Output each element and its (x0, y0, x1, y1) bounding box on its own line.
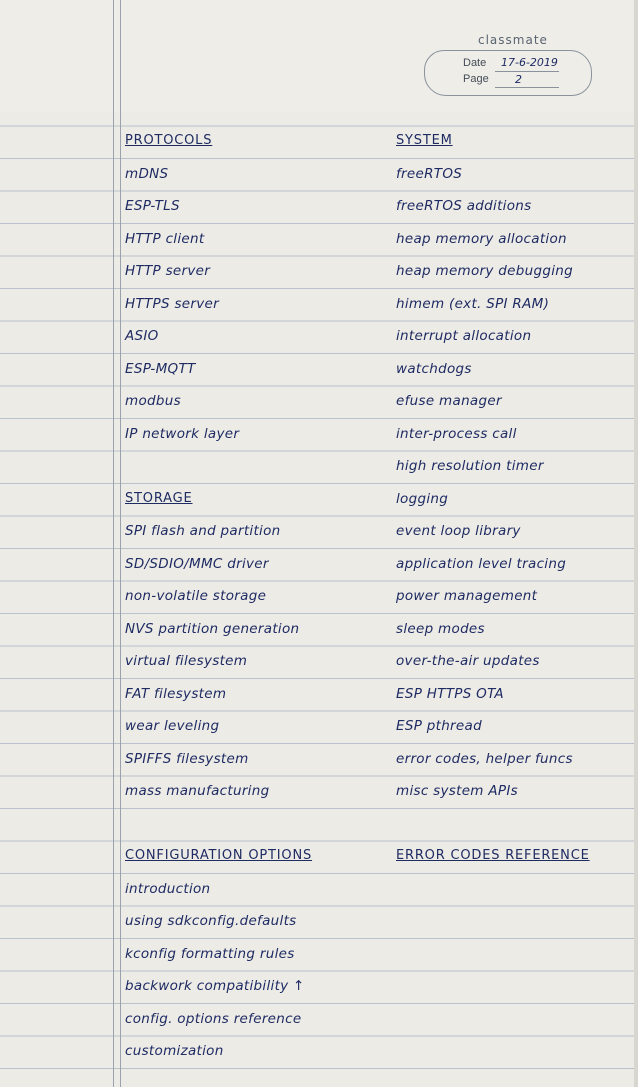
left-list-entry: modbus (125, 393, 181, 409)
left-list-heading: STORAGE (125, 490, 193, 506)
right-list-entry: high resolution timer (396, 458, 544, 474)
right-list-entry: sleep modes (396, 620, 485, 637)
page-number: 2 (515, 73, 522, 86)
right-list-entry: interrupt allocation (396, 328, 532, 344)
right-list-entry: ESP HTTPS OTA (396, 685, 504, 702)
left-list-entry: HTTPS server (125, 295, 219, 312)
right-list-entry: power management (396, 588, 538, 604)
right-list-entry: heap memory debugging (396, 263, 574, 279)
left-list-heading: PROTOCOLS (125, 133, 213, 148)
left-list-entry: ASIO (125, 328, 159, 344)
right-list-heading: ERROR CODES REFERENCE (396, 848, 590, 863)
left-list-entry: FAT filesystem (125, 685, 227, 702)
right-list-entry: watchdogs (396, 360, 472, 377)
right-list-entry: error codes, helper funcs (396, 750, 573, 767)
right-list-entry: inter-process call (396, 425, 517, 442)
left-list-entry: SPI flash and partition (125, 523, 281, 539)
page-edge (634, 0, 638, 1087)
right-list-entry: freeRTOS additions (396, 198, 532, 214)
left-list-entry: config. options reference (125, 1010, 302, 1027)
right-list-entry: himem (ext. SPI RAM) (396, 295, 550, 312)
left-list-entry: introduction (125, 880, 211, 897)
left-list-entry: customization (125, 1043, 224, 1059)
left-list-entry: IP network layer (125, 425, 240, 442)
left-list-entry: virtual filesystem (125, 653, 248, 669)
left-list-entry: ESP-MQTT (125, 360, 196, 377)
right-list-entry: heap memory allocation (396, 230, 567, 247)
margin-line (120, 0, 121, 1087)
right-list-entry: event loop library (396, 523, 521, 539)
left-list-entry: non-volatile storage (125, 588, 267, 604)
left-list-entry: using sdkconfig.defaults (125, 913, 297, 929)
left-list-entry: wear leveling (125, 718, 220, 734)
left-list-entry: mDNS (125, 165, 169, 182)
left-list-heading: CONFIGURATION OPTIONS (125, 848, 313, 863)
date-value: 17-6-2019 (501, 56, 558, 69)
left-list-entry: kconfig formatting rules (125, 945, 295, 962)
right-list-entry: misc system APIs (396, 783, 518, 799)
margin-line (113, 0, 114, 1087)
left-list-entry: mass manufacturing (125, 783, 270, 799)
right-list-entry: application level tracing (396, 555, 567, 572)
right-list-entry: efuse manager (396, 393, 502, 409)
left-list-entry: HTTP client (125, 230, 205, 247)
left-list-entry: NVS partition generation (125, 620, 300, 637)
right-list-entry: logging (396, 490, 449, 507)
right-list-entry: ESP pthread (396, 718, 482, 734)
date-underline (495, 71, 559, 72)
date-box (424, 50, 592, 96)
left-list-entry: backwork compatibility ↑ (125, 978, 305, 994)
date-label: Date (463, 57, 487, 69)
left-list-entry: SPIFFS filesystem (125, 750, 249, 767)
page-underline (495, 87, 559, 88)
left-list-entry: HTTP server (125, 263, 211, 279)
left-list-entry: SD/SDIO/MMC driver (125, 555, 269, 572)
left-list-entry: ESP-TLS (125, 198, 180, 214)
page-label: Page (463, 73, 489, 85)
right-list-entry: freeRTOS (396, 165, 463, 182)
right-list-entry: over-the-air updates (396, 653, 540, 669)
brand-logo: classmate (478, 33, 548, 47)
right-list-heading: SYSTEM (396, 133, 453, 148)
